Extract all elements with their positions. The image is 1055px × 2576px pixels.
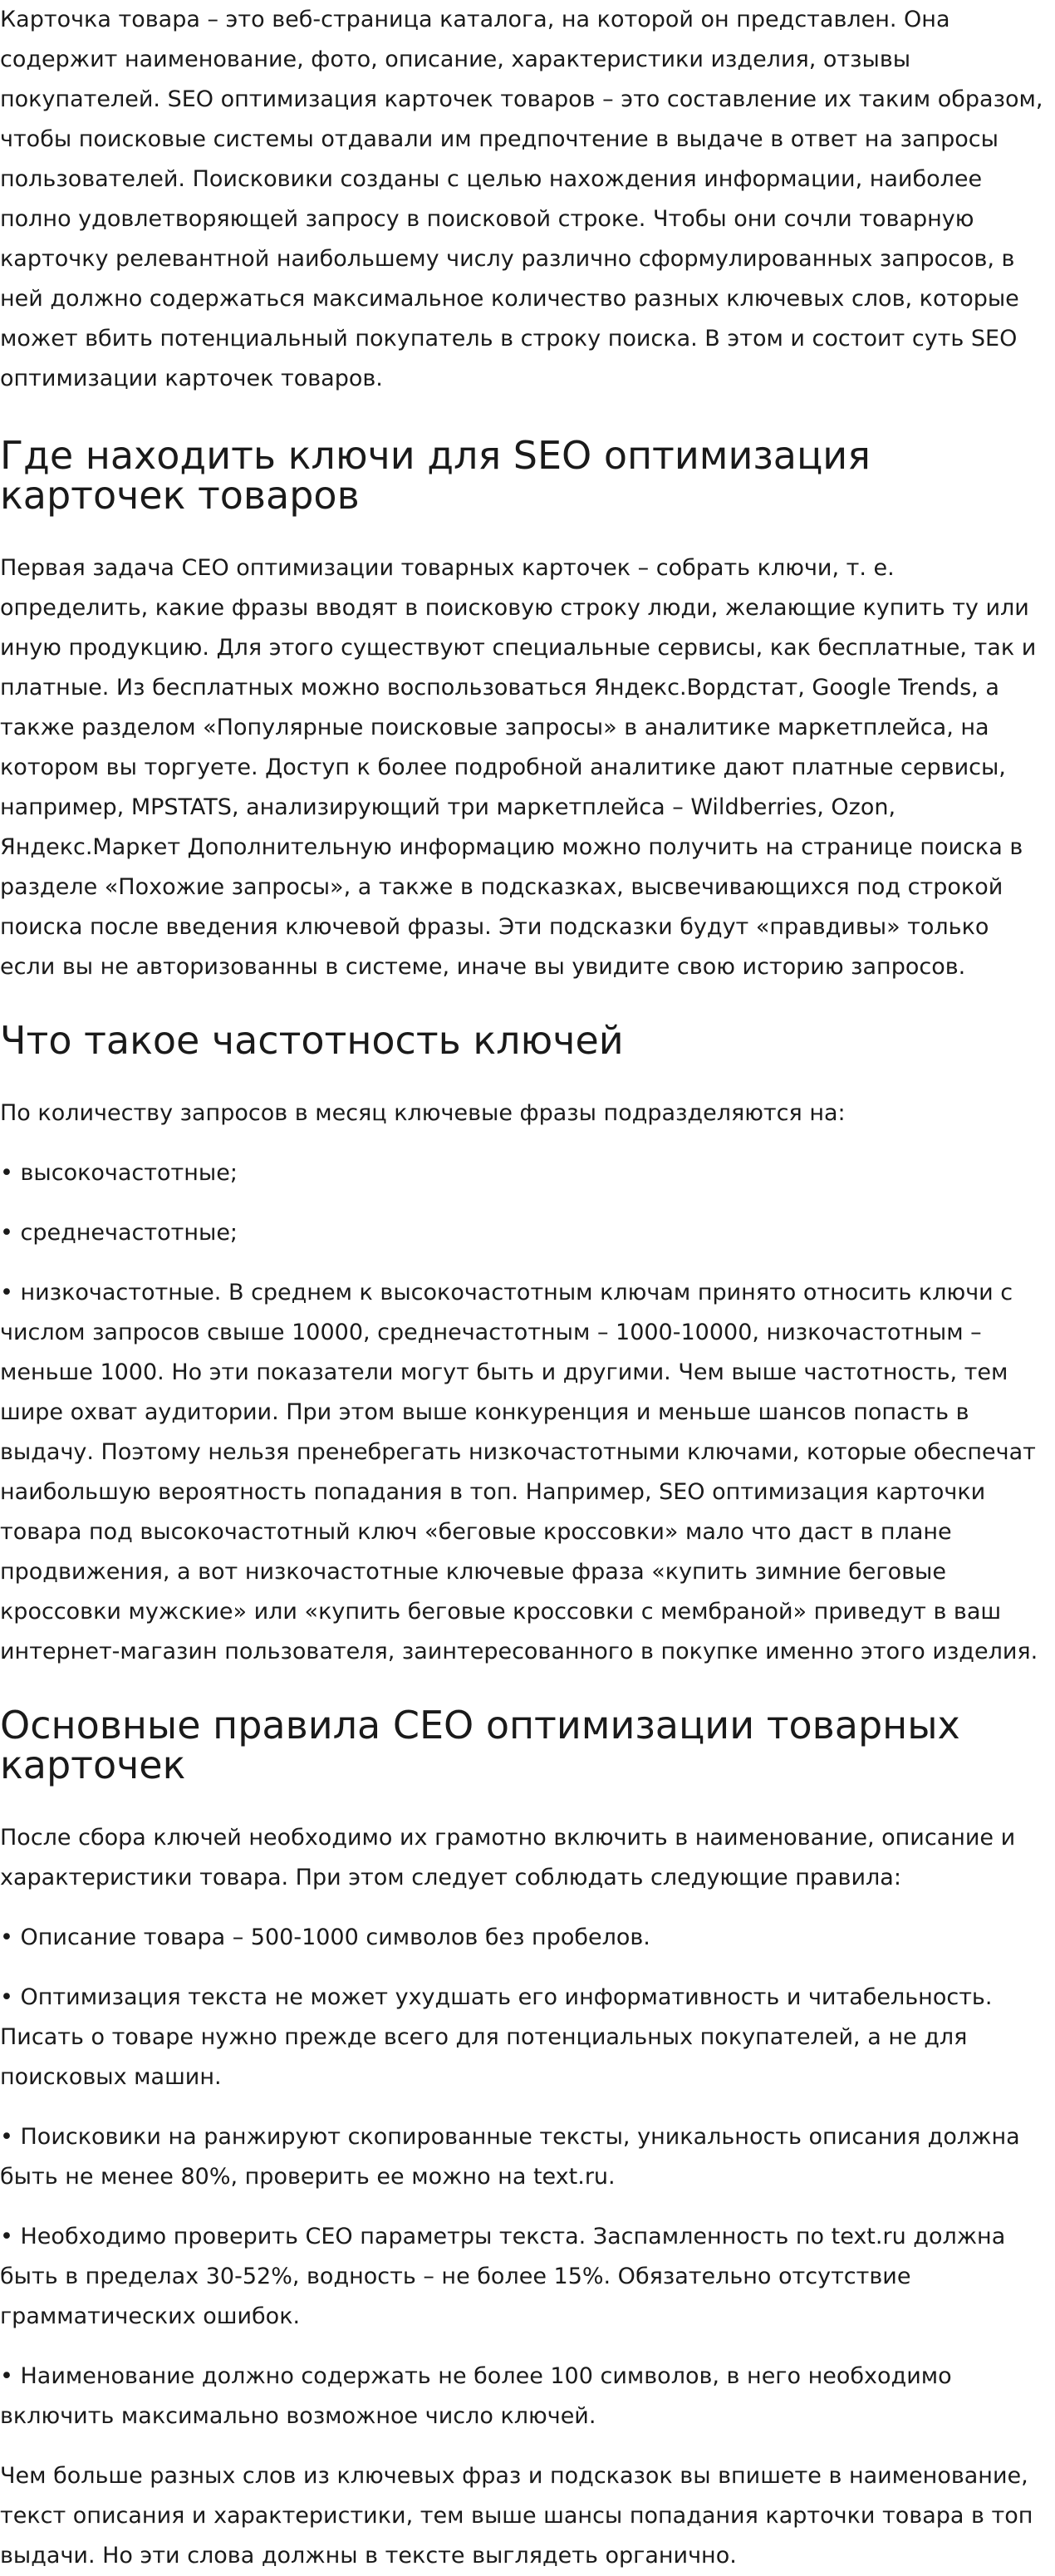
list-item: • высокочастотные;: [0, 1160, 238, 1186]
list-item: • Оптимизация текста не может ухудшать его информативность и читабельность. Писать о товаре нужно прежде всего для потенциальных покупателей, а не для поисковых машин.: [0, 1984, 993, 2090]
list-item: • среднечастотные;: [0, 1220, 238, 1246]
list-item: • Описание товара – 500-1000 символов без пробелов.: [0, 1925, 650, 1950]
list-item: • низкочастотные. В среднем к высокочастотным ключам принято относить ключи с числом запросов свыше 10000, среднечастотным – 1000-10000, низкочастотным – меньше 1000. Но эти показатели могут быть и другими. Чем выше частотность, тем шире охват аудитории. При этом выше конкуренция и меньше шансов попасть в выдачу. Поэтому нельзя пренебрегать низкочастотными ключами, которые обеспечат наибольшую вероятность попадания в топ. Например, SEO оптимизация карточки товара под высокочастотный ключ «беговые кроссовки» мало что даст в плане продвижения, а вот низкочастотные ключевые фраза «купить зимние беговые кроссовки мужские» или «купить беговые кроссовки с мембраной» приведут в ваш интернет-магазин пользователя, заинтересованного в покупке именно этого изделия.: [0, 1280, 1038, 1664]
section-heading-frequency: Что такое частотность ключей: [0, 1018, 624, 1063]
intro-paragraph: Карточка товара – это веб-страница каталога, на которой он представлен. Она содержит наименование, фото, описание, характеристики изделия, отзывы покупателей. SEO оптимизация карточек товаров – это составление их таким образом, чтобы поисковые системы отдавали им предпочтение в выдаче в ответ на запросы пользователей. Поисковики созданы с целью нахождения информации, наиболее полно удовлетворяющей запросу в поисковой строке. Чтобы они сочли товарную карточку релевантной наибольшему числу различно сформулированных запросов, в ней должно содержаться максимальное количество разных ключевых слов, которые может вбить потенциальный покупатель в строку поиска. В этом и состоит суть SEO оптимизации карточек товаров.: [0, 7, 1043, 391]
list-item: • Поисковики на ранжируют скопированные тексты, уникальность описания должна быть не менее 80%, проверить ее можно на text.ru.: [0, 2124, 1020, 2190]
section-lead-rules: После сбора ключей необходимо их грамотно включить в наименование, описание и характеристики товара. При этом следует соблюдать следующие правила:: [0, 1825, 1016, 1890]
list-item: • Необходимо проверить СЕО параметры текста. Заспамленность по text.ru должна быть в пределах 30-52%, водность – не более 15%. Обязательно отсутствие грамматических ошибок.: [0, 2224, 1006, 2329]
list-item: • Наименование должно содержать не более 100 символов, в него необходимо включить максимально возможное число ключей.: [0, 2363, 952, 2429]
section-heading-rules: Основные правила СЕО оптимизации товарных карточек: [0, 1703, 960, 1787]
closing-paragraph: Чем больше разных слов из ключевых фраз и подсказок вы впишете в наименование, текст описания и характеристики, тем выше шансы попадания карточки товара в топ выдачи. Но эти слова должны в тексте выглядеть органично.: [0, 2463, 1033, 2569]
section-heading-keys: Где находить ключи для SEO оптимизация карточек товаров: [0, 433, 871, 518]
section-paragraph-keys: Первая задача СЕО оптимизации товарных карточек – собрать ключи, т. е. определить, какие фразы вводят в поисковую строку люди, желающие купить ту или иную продукцию. Для этого существуют специальные сервисы, как бесплатные, так и платные. Из бесплатных можно воспользоваться Яндекс.Вордстат, Google Trends, а также разделом «Популярные поисковые запросы» в аналитике маркетплейса, на котором вы торгуете. Доступ к более подробной аналитике дают платные сервисы, например, MPSTATS, анализирующий три маркетплейса – Wildberries, Ozon, Яндекс.Маркет Дополнительную информацию можно получить на странице поиска в разделе «Похожие запросы», а также в подсказках, высвечивающихся под строкой поиска после введения ключевой фразы. Эти подсказки будут «правдивы» только если вы не авторизованны в системе, иначе вы увидите свою историю запросов.: [0, 555, 1037, 980]
section-lead-frequency: По количеству запросов в месяц ключевые фразы подразделяются на:: [0, 1100, 846, 1126]
